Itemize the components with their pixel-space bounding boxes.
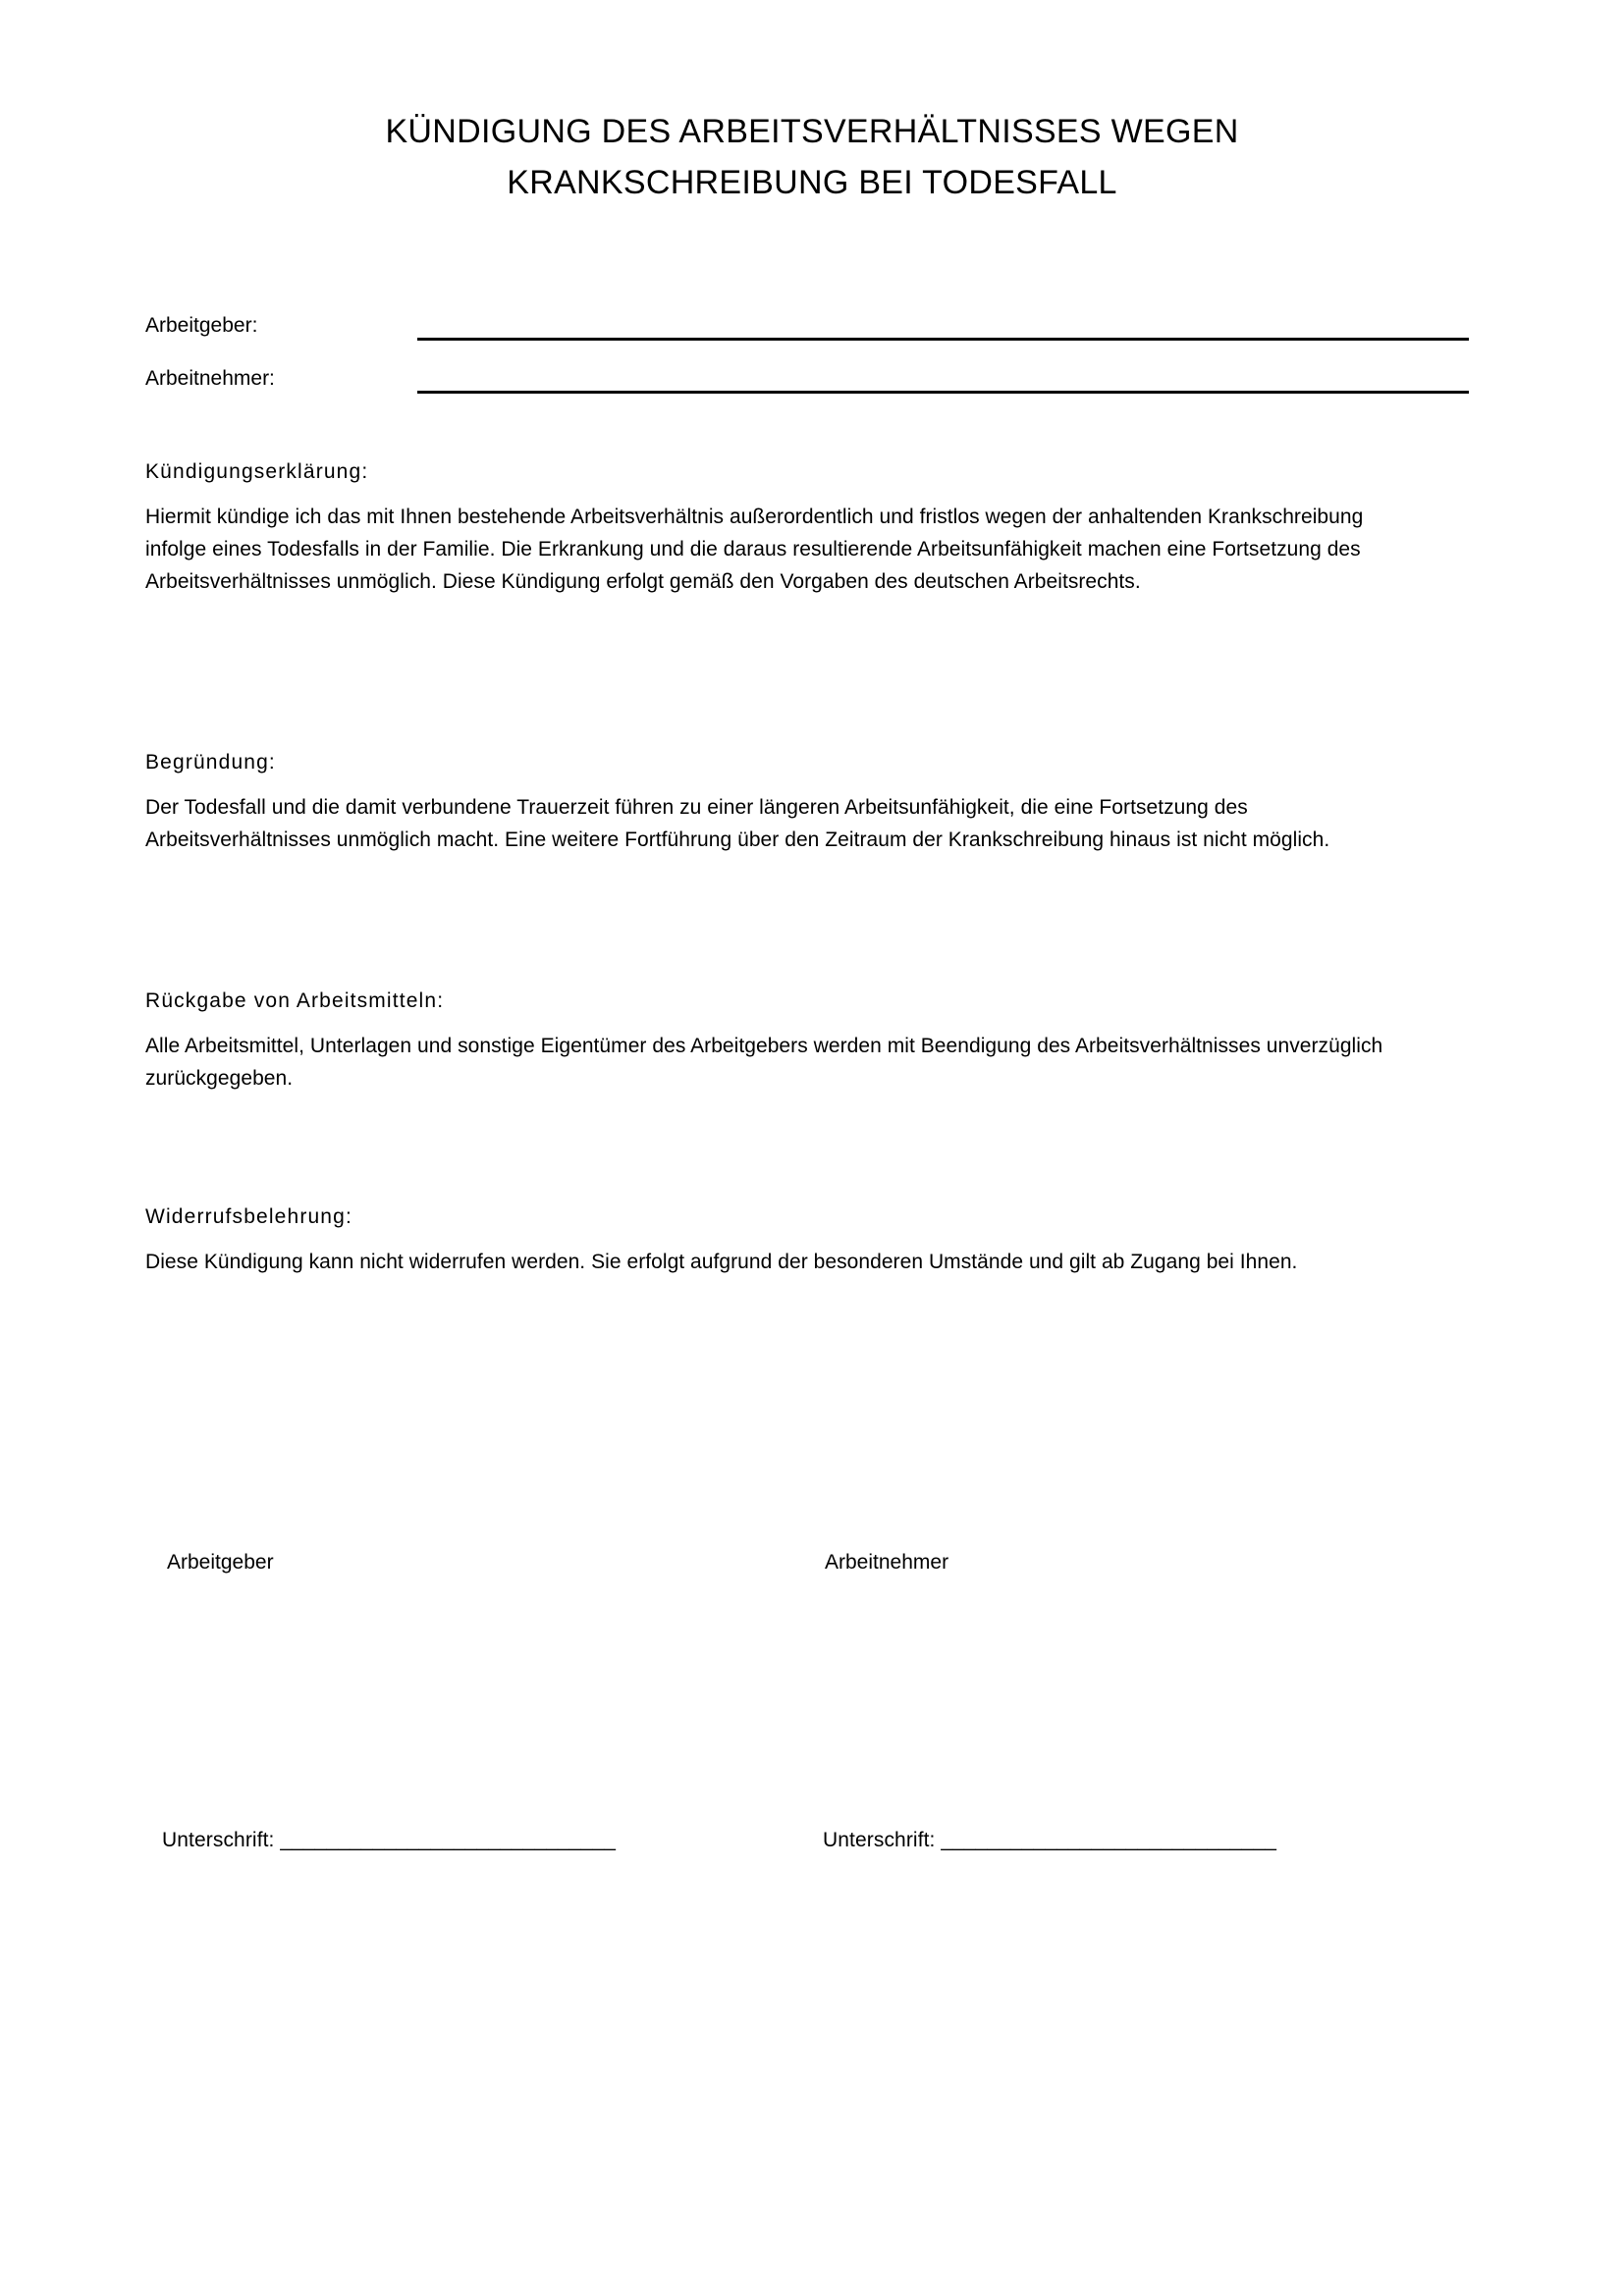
employer-field-rule[interactable] <box>417 338 1469 341</box>
employer-field-row <box>145 312 1481 365</box>
signature-role-employee: Arbeitnehmer <box>825 1551 949 1574</box>
section-body-text: Diese Kündigung kann nicht widerrufen werden. Sie erfolgt aufgrund der besonderen Umstände und gilt ab Zugang bei Ihnen. <box>145 1251 1298 1273</box>
signature-block-employer <box>167 1549 274 1576</box>
page-title <box>0 106 1624 208</box>
page-title-line-2: KRANKSCHREIBUNG BEI TODESFALL <box>507 164 1117 201</box>
employee-field-row <box>145 365 1481 418</box>
section-heading: Rückgabe von Arbeitsmitteln: <box>145 989 445 1012</box>
section-heading: Widerrufsbelehrung: <box>145 1205 352 1228</box>
signature-line-employee[interactable] <box>823 1826 1276 1855</box>
signature-role-employer: Arbeitgeber <box>167 1551 274 1574</box>
section-rueckgabe-von-arbeitsmitteln <box>145 987 1397 1095</box>
section-heading: Kündigungserklärung: <box>145 460 369 483</box>
signature-line-employee-text: Unterschrift: _____________________________ <box>823 1829 1277 1851</box>
section-body-text: Alle Arbeitsmittel, Unterlagen und sonstige Eigentümer des Arbeitgebers werden mit Beendigung des Arbeitsverhältnisses unverzüglich zurückgegeben. <box>145 1035 1383 1090</box>
employee-field-rule[interactable] <box>417 391 1469 394</box>
section-heading: Begründung: <box>145 751 276 774</box>
section-body-text: Hiermit kündige ich das mit Ihnen bestehende Arbeitsverhältnis außerordentlich und fristlos wegen der anhaltenden Krankschreibung infolge eines Todesfalls in der Familie. Die Erkrankung und die daraus resultierende Arbeitsunfähigkeit machen eine Fortsetzung des Arbeitsverhältnisses unmöglich. Diese Kündigung erfolgt gemäß den Vorgaben des deutschen Arbeitsrechts. <box>145 506 1364 593</box>
signature-line-employer-text: Unterschrift: _____________________________ <box>162 1829 617 1851</box>
section-body-text: Der Todesfall und die damit verbundene Trauerzeit führen zu einer längeren Arbeitsunfähigkeit, die eine Fortsetzung des Arbeitsverhältnisses unmöglich macht. Eine weitere Fortführung über den Zeitraum der Krankschreibung hinaus ist nicht möglich. <box>145 796 1330 851</box>
page-title-line-1: KÜNDIGUNG DES ARBEITSVERHÄLTNISSES WEGEN <box>385 113 1239 150</box>
signature-block-employee <box>825 1549 948 1576</box>
section-widerrufsbelehrung <box>145 1202 1397 1278</box>
section-kuendigungserklaerung <box>145 457 1397 598</box>
signature-line-employer[interactable] <box>162 1826 616 1855</box>
employer-field-label: Arbeitgeber: <box>145 314 258 337</box>
employee-field-label: Arbeitnehmer: <box>145 367 275 390</box>
party-fields <box>145 312 1481 418</box>
section-begruendung <box>145 748 1397 856</box>
